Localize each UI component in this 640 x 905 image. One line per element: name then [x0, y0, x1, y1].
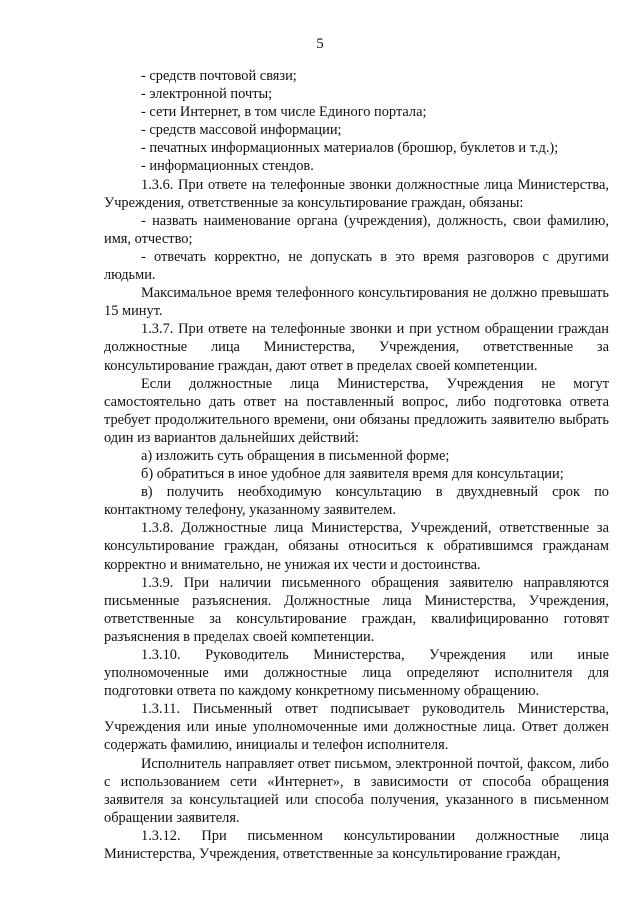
paragraph-if-cannot-answer: Если должностные лица Министерства, Учреждения не могут самостоятельно дать ответ на поставленный вопрос, либо подготовка ответа требует продолжительного времени, они обязаны предложить заявителю выбрать один из вариантов дальнейших действий: [104, 375, 609, 446]
list-item-printed-materials: - печатных информационных материалов (брошюр, буклетов и т.д.); [141, 140, 559, 157]
page-number: 5 [316, 36, 324, 52]
list-item-media: - средств массовой информации; [141, 122, 342, 139]
paragraph-executor-sends: Исполнитель направляет ответ письмом, электронной почтой, факсом, либо с использованием сети «Интернет», в зависимости от способа обращения заявителя за консультацией или способа получения, указанного в письменном обращении заявителя. [104, 755, 609, 826]
list-item-postal: - средств почтовой связи; [141, 68, 297, 84]
option-a: а) изложить суть обращения в письменной форме; [141, 447, 450, 464]
paragraph-1-3-6: 1.3.6. При ответе на телефонные звонки должностные лица Министерства, Учреждения, ответственные за консультирование граждан, обязаны: [104, 176, 609, 211]
list-item-stands: - информационных стендов. [141, 158, 314, 175]
document-body [104, 67, 609, 863]
option-b: б) обратиться в иное удобное для заявителя время для консультации; [141, 466, 564, 483]
list-item-name-organ: - назвать наименование органа (учреждения), должность, свои фамилию, имя, отчество; [104, 212, 609, 247]
list-item-internet: - сети Интернет, в том числе Единого портала; [141, 104, 427, 121]
option-c: в) получить необходимую консультацию в двухдневный срок по контактному телефону, указанному заявителем. [104, 484, 609, 519]
list-item-answer-correctly: - отвечать корректно, не допускать в это время разговоров с другими людьми. [104, 248, 609, 284]
list-item-email: - электронной почты; [141, 86, 273, 103]
paragraph-1-3-9: 1.3.9. При наличии письменного обращения заявителю направляются письменные разъяснения. Должностные лица Министерства, Учреждения, ответственные за консультирование граждан, квалифицированно готовят разъяснения в пределах своей компетенции. [104, 574, 609, 645]
paragraph-1-3-8: 1.3.8. Должностные лица Министерства, Учреждений, ответственные за консультирование граждан, обязаны относиться к обратившимся гражданам корректно и внимательно, не унижая их чести и достоинства. [104, 520, 609, 573]
paragraph-1-3-10: 1.3.10. Руководитель Министерства, Учреждения или иные уполномоченные ими должностные лица определяют исполнителя для подготовки ответа по каждому конкретному письменному обращению. [104, 647, 609, 700]
paragraph-1-3-11: 1.3.11. Письменный ответ подписывает руководитель Министерства, Учреждения или иные уполномоченные ими должностные лица. Ответ должен содержать фамилию, инициалы и телефон исполнителя. [104, 701, 609, 754]
paragraph-max-time: Максимальное время телефонного консультирования не должно превышать 15 минут. [104, 285, 609, 320]
paragraph-1-3-7: 1.3.7. При ответе на телефонные звонки и при устном обращении граждан должностные лица Министерства, Учреждения, ответственные за консультирование граждан, дают ответ в пределах своей компетенции. [104, 321, 609, 374]
paragraph-1-3-12: 1.3.12. При письменном консультировании должностные лица Министерства, Учреждения, ответственные за консультирование граждан, [104, 827, 609, 863]
